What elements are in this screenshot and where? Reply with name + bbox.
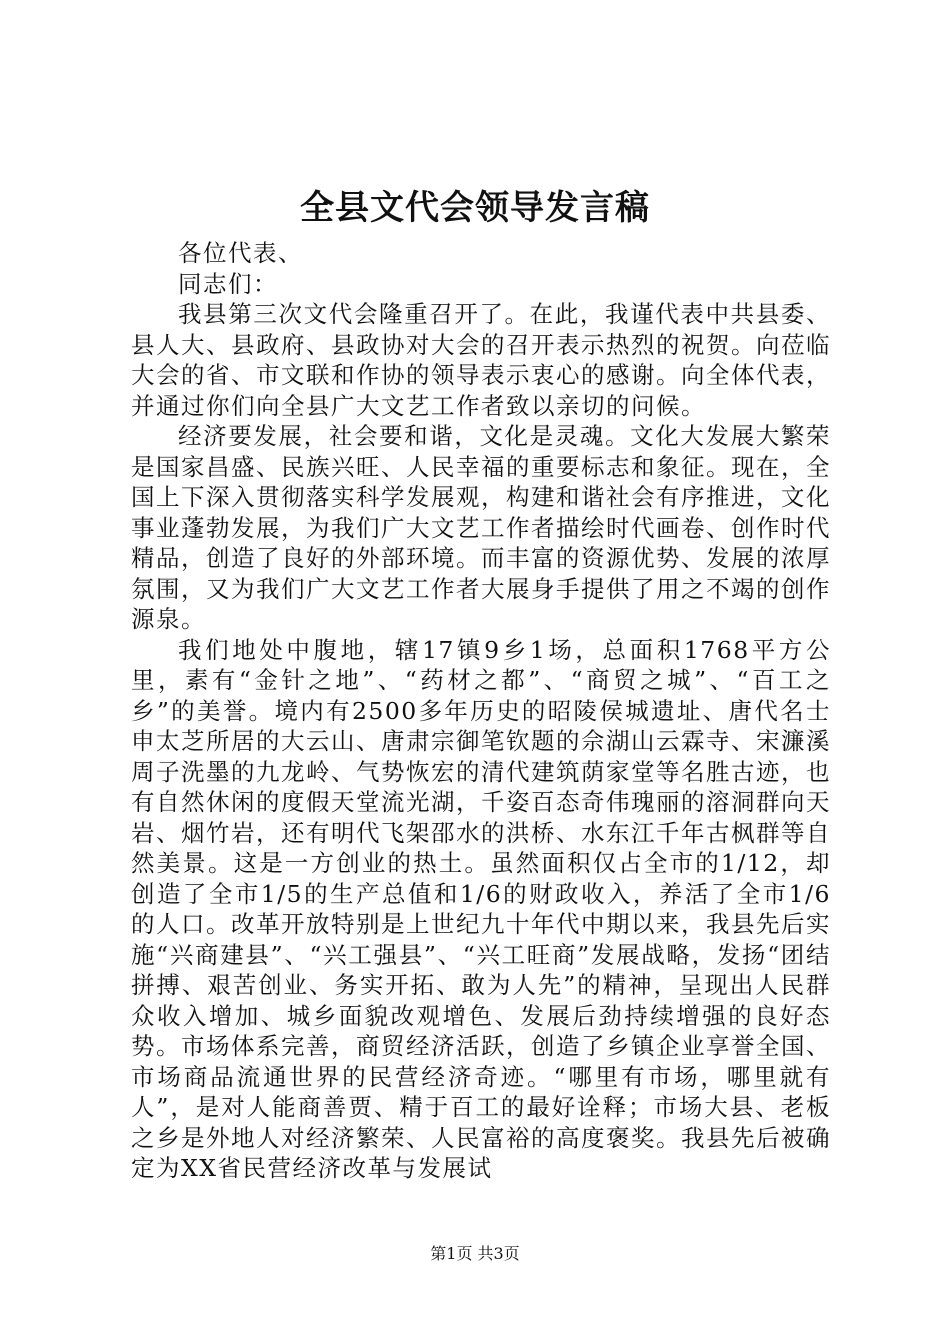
salutation-line-1: 各位代表、 (178, 239, 303, 267)
salutation-line-2: 同志们： (178, 269, 278, 298)
paragraph-culture: 经济要发展，社会要和谐，文化是灵魂。文化大发展大繁荣是国家昌盛、民族兴旺、人民幸福的重要标志和象征。现在，全国上下深入贯彻落实科学发展观，构建和谐社会有序推进，文化事业蓬勃发展，为我们广大文艺工作者描绘时代画卷、创作时代精品，创造了良好的外部环境。而丰富的资源优势、发展的浓厚氛围，又为我们广大文艺工作者大展身手提供了用之不竭的创作源泉。 (131, 422, 831, 633)
paragraph-county-overview: 我们地处中腹地，辖17镇9乡1场，总面积1768平方公里，素有“金针之地”、“药材之都”、“商贸之城”、“百工之乡”的美誉。境内有2500多年历史的昭陵侯城遗址、唐代名士申太芝所居的大云山、唐肃宗御笔钦题的佘湖山云霖寺、宋濂溪周子洗墨的九龙岭、气势恢宏的清代建筑荫家堂等名胜古迹，也有自然休闲的度假天堂流光湖，千姿百态奇伟瑰丽的溶洞群向天岩、烟竹岩，还有明代飞架邵水的洪桥、水东江千年古枫群等自然美景。这是一方创业的热土。虽然面积仅占全市的1/12，却创造了全市1/5的生产总值和1/6的财政收入，养活了全市1/6的人口。改革开放特别是上世纪九十年代中期以来，我县先后实施“兴商建县”、“兴工强县”、“兴工旺商”发展战略，发扬“团结拼搏、艰苦创业、务实开拓、敢为人先”的精神，呈现出人民群众收入增加、城乡面貌改观增色、发展后劲持续增强的良好态势。市场体系完善，商贸经济活跃，创造了乡镇企业享誉全国、市场商品流通世界的民营经济奇迹。“哪里有市场，哪里就有人”，是对人能商善贾、精于百工的最好诠释；市场大县、老板之乡是外地人对经济繁荣、人民富裕的高度褒奖。我县先后被确定为XX省民营经济改革与发展试 (131, 635, 831, 1182)
paragraph-opening: 我县第三次文代会隆重召开了。在此，我谨代表中共县委、县人大、县政府、县政协对大会的召开表示热烈的祝贺。向莅临大会的省、市文联和作协的领导表示衷心的感谢。向全体代表，并通过你们向全县广大文艺工作者致以亲切的问候。 (131, 300, 831, 420)
page-number-footer: 第1页 共3页 (430, 1244, 520, 1263)
page-title: 全县文代会领导发言稿 (300, 188, 650, 228)
document-body (131, 238, 831, 1184)
